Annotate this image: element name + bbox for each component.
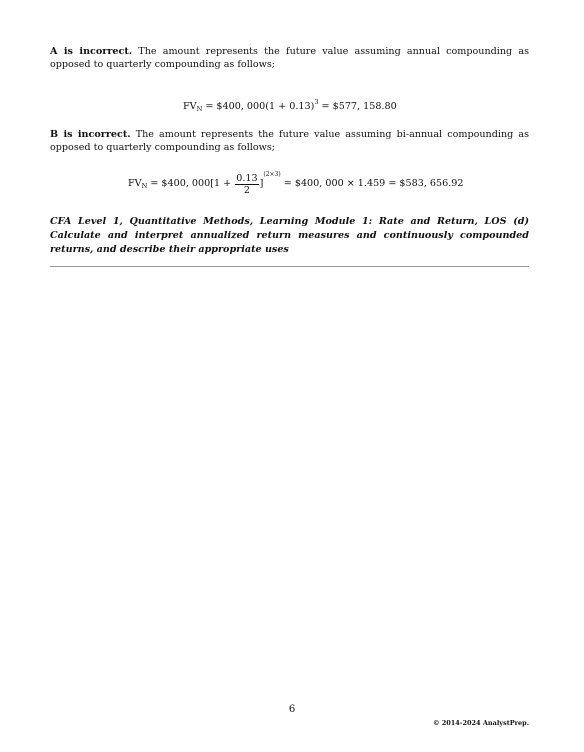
equation-b-equals-3: =	[385, 178, 400, 189]
copyright-notice: © 2014-2024 AnalystPrep.	[432, 719, 529, 727]
equation-a-result: $577, 158.80	[332, 101, 397, 112]
equation-b-equals-1: =	[147, 178, 162, 189]
equation-a-lhs: FV	[183, 101, 197, 112]
equation-a	[183, 96, 397, 115]
explanation-a	[50, 45, 529, 71]
explanation-a-lead: A is incorrect.	[50, 46, 133, 57]
equation-b-fraction-numerator: 0.13	[236, 173, 258, 184]
explanation-b	[50, 128, 529, 154]
equation-a-equals-2: =	[318, 101, 333, 112]
equation-b-lhs-sub: N	[141, 182, 148, 190]
horizontal-divider	[50, 266, 529, 267]
equation-b-middle: $400, 000 × 1.459	[294, 178, 386, 189]
equation-b-equals-2: =	[280, 178, 295, 189]
equation-a-expression: $400, 000(1 + 0.13)	[216, 101, 315, 112]
equation-a-lhs-sub: N	[196, 105, 203, 113]
equation-b-lhs: FV	[128, 178, 142, 189]
equation-a-exponent: 3	[314, 98, 319, 106]
explanation-b-text: The amount represents the future value assuming bi-annual compounding as opposed to quarterly compounding as follows;	[50, 129, 529, 153]
equation-b-fraction-denominator: 2	[243, 185, 250, 196]
equation-b-exponent: (2×3)	[263, 171, 281, 178]
curriculum-reference: CFA Level 1, Quantitative Methods, Learning Module 1: Rate and Return, LOS (d) Calculate and interpret annualized return measures and continuously compounded returns, and describe their appropriate uses	[50, 216, 529, 255]
page-number: 6	[288, 704, 296, 715]
equation-a-equals-1: =	[202, 101, 217, 112]
equation-b-fraction	[235, 173, 258, 196]
equation-b-result: $583, 656.92	[399, 178, 464, 189]
equation-b-bracket-close: ]	[259, 178, 264, 189]
equation-b-expression-start: $400, 000[1 +	[161, 178, 235, 189]
equation-b	[128, 172, 464, 195]
explanation-b-lead: B is incorrect.	[50, 129, 131, 140]
explanation-a-text: The amount represents the future value assuming annual compounding as opposed to quarterly compounding as follows;	[50, 46, 529, 70]
